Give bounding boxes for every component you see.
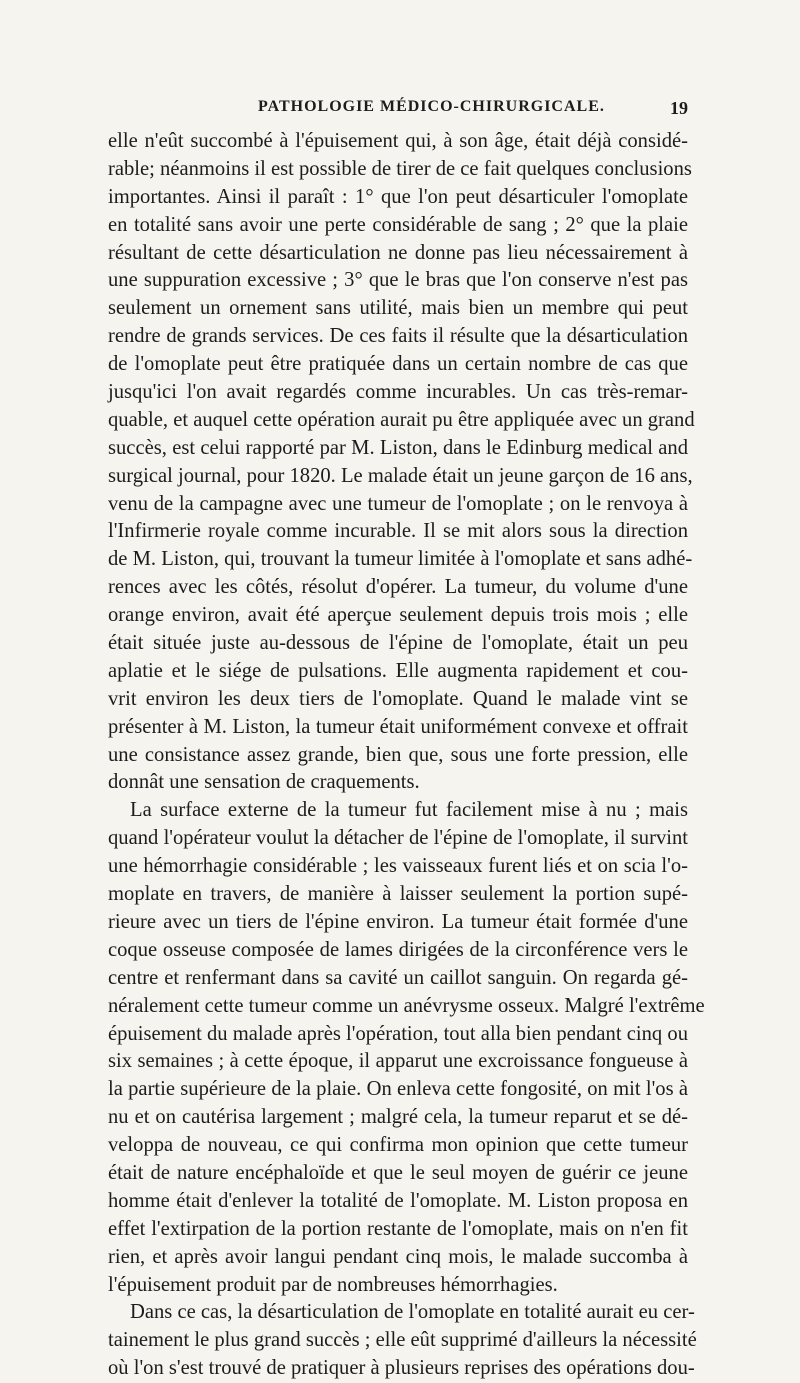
running-head [108,98,688,122]
text-line: de l'omoplate peut être pratiquée dans un certain nombre de cas que [108,353,688,376]
text-line: importantes. Ainsi il paraît : 1° que l'on peut désarticuler l'omoplate [108,185,688,208]
text-line: résultant de cette désarticulation ne donne pas lieu nécessairement à [108,241,688,264]
text-line: quand l'opérateur voulut la détacher de l'épine de l'omoplate, il survint [108,827,688,850]
text-line: six semaines ; à cette époque, il apparut une excroissance fongueuse à [108,1050,688,1073]
text-line: tainement le plus grand succès ; elle eût supprimé d'ailleurs la nécessité [108,1329,697,1352]
text-line: de M. Liston, qui, trouvant la tumeur limitée à l'omoplate et sans adhé- [108,548,693,571]
text-line: centre et renfermant dans sa cavité un caillot sanguin. On regarda gé- [108,966,688,989]
text-line: moplate en travers, de manière à laisser seulement la portion supé- [108,883,688,906]
text-line: jusqu'ici l'on avait regardés comme incurables. Un cas très-remar- [108,381,688,404]
text-line: nu et on cautérisa largement ; malgré cela, la tumeur reparut et se dé- [108,1106,688,1129]
text-line: aplatie et le siége de pulsations. Elle augmenta rapidement et cou- [108,659,688,682]
text-line: était de nature encéphaloïde et que le seul moyen de guérir ce jeune [108,1161,688,1184]
text-line: succès, est celui rapporté par M. Liston, dans le Edinburg medical and [108,436,688,459]
text-line: vrit environ les deux tiers de l'omoplate. Quand le malade vint se [108,687,688,710]
text-line: Dans ce cas, la désarticulation de l'omoplate en totalité aurait eu cer- [130,1301,695,1324]
text-line: rien, et après avoir langui pendant cinq mois, le malade succomba à [108,1245,688,1268]
text-line: en totalité sans avoir une perte considérable de sang ; 2° que la plaie [108,213,688,236]
text-line: néralement cette tumeur comme un anévrysme osseux. Malgré l'extrême [108,994,705,1017]
text-line: homme était d'enlever la totalité de l'omoplate. M. Liston proposa en [108,1189,688,1212]
text-line: quable, et auquel cette opération aurait pu être appliquée avec un grand [108,408,695,431]
text-line: donnât une sensation de craquements. [108,771,420,794]
text-line: elle n'eût succombé à l'épuisement qui, à son âge, était déjà considé- [108,130,688,152]
text-line: l'Infirmerie royale comme incurable. Il se mit alors sous la direction [108,520,688,543]
text-line: rences avec les côtés, résolut d'opérer. La tumeur, du volume d'une [108,576,688,599]
text-line: venu de la campagne avec une tumeur de l'omoplate ; on le renvoya à [108,492,688,515]
text-line: une hémorrhagie considérable ; les vaisseaux furent liés et on scia l'o- [108,855,688,878]
body-text [108,128,705,1383]
text-line: une consistance assez grande, bien que, sous une forte pression, elle [108,743,688,766]
running-title: PATHOLOGIE MÉDICO-CHIRURGICALE. [258,98,605,115]
text-line: rable; néanmoins il est possible de tirer de ce fait quelques conclusions [108,157,692,180]
text-line: la partie supérieure de la plaie. On enleva cette fongosité, on mit l'os à [108,1078,688,1101]
text-line: présenter à M. Liston, la tumeur était uniformément convexe et offrait [108,715,688,738]
text-line: était située juste au-dessous de l'épine de l'omoplate, était un peu [108,632,688,655]
page-number: 19 [670,98,688,118]
text-line: effet l'extirpation de la portion restante de l'omoplate, mais on n'en fit [108,1217,688,1240]
text-line: épuisement du malade après l'opération, tout alla bien pendant cinq ou [108,1022,688,1045]
text-line: l'épuisement produit par de nombreuses hémorrhagies. [108,1273,558,1296]
text-line: orange environ, avait été aperçue seulement depuis trois mois ; elle [108,604,688,627]
text-line: surgical journal, pour 1820. Le malade était un jeune garçon de 16 ans, [108,464,693,487]
text-line: coque osseuse composée de lames dirigées de la circonférence vers le [108,938,688,961]
text-line: veloppa de nouveau, ce qui confirma mon opinion que cette tumeur [108,1134,688,1157]
text-line: rendre de grands services. De ces faits il résulte que la désarticulation [108,325,688,348]
text-line: La surface externe de la tumeur fut facilement mise à nu ; mais [130,799,688,822]
text-line: rieure avec un tiers de l'épine environ. La tumeur était formée d'une [108,910,688,933]
text-line: où l'on s'est trouvé de pratiquer à plusieurs reprises des opérations dou- [108,1357,695,1380]
text-line: une suppuration excessive ; 3° que le bras que l'on conserve n'est pas [108,269,688,292]
text-line: seulement un ornement sans utilité, mais bien un membre qui peut [108,297,688,320]
